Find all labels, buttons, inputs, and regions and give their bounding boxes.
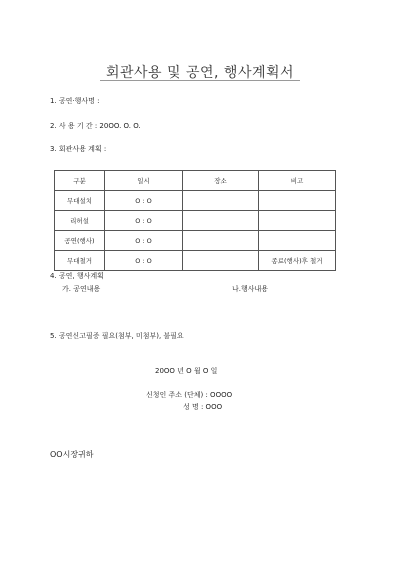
header-place: 장소: [183, 171, 259, 191]
addressee: OO시장귀하: [50, 450, 94, 459]
performance-content-label: 가. 공연내용: [62, 285, 101, 293]
row-remarks: [259, 211, 336, 231]
usage-period-label: 2. 사 용 기 간 : 20OO. O. O.: [50, 122, 141, 130]
table-row: [55, 251, 336, 271]
applicant-name: 성 명 : OOO: [183, 403, 223, 411]
table-row: [55, 231, 336, 251]
applicant-address: 신청인 주소 (단체) : OOOO: [146, 391, 233, 399]
header-category: 구분: [55, 171, 105, 191]
title-underline: [100, 80, 300, 81]
row-remarks: 종료(행사)후 철거: [259, 251, 336, 271]
row-remarks: [259, 191, 336, 211]
usage-schedule-table: [54, 170, 336, 271]
row-category: 무대설치: [55, 191, 105, 211]
row-datetime: O : O: [105, 191, 183, 211]
event-name-label: 1. 공연·행사명 :: [50, 97, 100, 105]
application-date: 20OO 년 O 월 O 일: [155, 367, 218, 375]
row-category: 무대철거: [55, 251, 105, 271]
header-datetime: 일시: [105, 171, 183, 191]
row-category: 공연(행사): [55, 231, 105, 251]
row-category: 리허설: [55, 211, 105, 231]
table-row: [55, 191, 336, 211]
hall-usage-plan-label: 3. 회관사용 계획 :: [50, 145, 107, 153]
row-place: [183, 251, 259, 271]
row-datetime: O : O: [105, 251, 183, 271]
header-remarks: 비고: [259, 171, 336, 191]
document-title: 회관사용 및 공연, 행사계획서: [105, 65, 295, 81]
row-datetime: O : O: [105, 211, 183, 231]
table-header-row: [55, 171, 336, 191]
event-content-label: 나.행사내용: [232, 285, 269, 293]
performance-report-label: 5. 공연신고필증 필요(첨부, 미첨부), 불필요: [50, 332, 184, 340]
table-row: [55, 211, 336, 231]
row-place: [183, 191, 259, 211]
row-datetime: O : O: [105, 231, 183, 251]
row-place: [183, 231, 259, 251]
row-remarks: [259, 231, 336, 251]
row-place: [183, 211, 259, 231]
event-plan-label: 4. 공연, 행사계획: [50, 272, 104, 280]
